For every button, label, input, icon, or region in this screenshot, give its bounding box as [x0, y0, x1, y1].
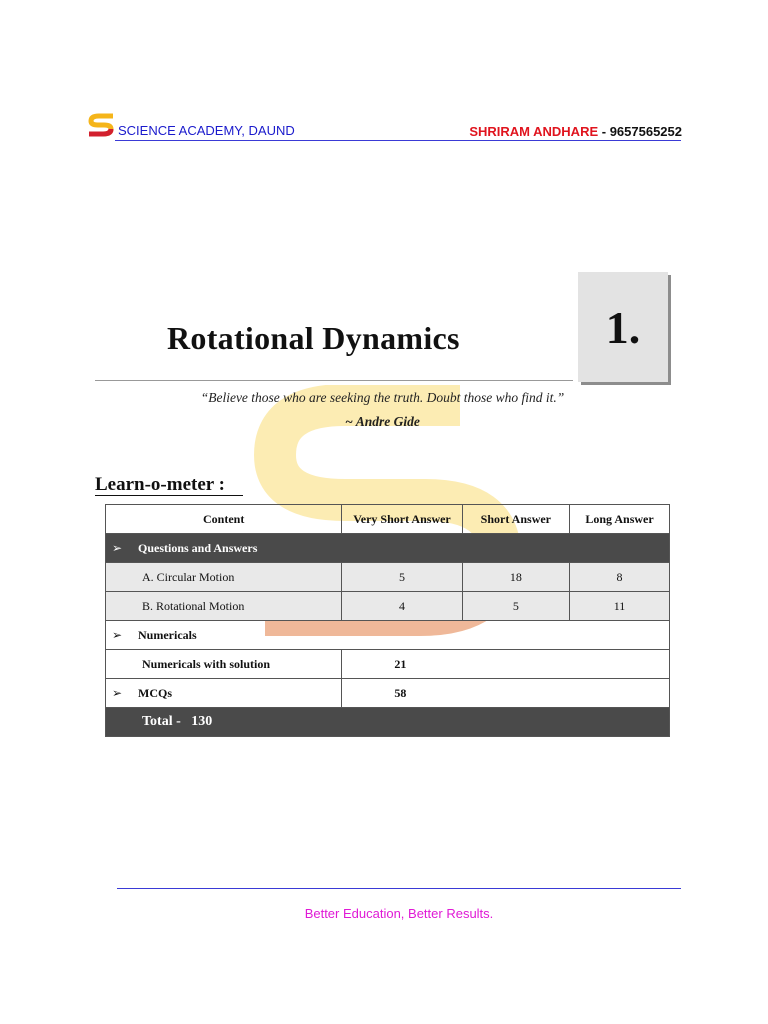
learn-o-meter-underline [95, 495, 243, 496]
title-rule [95, 380, 573, 381]
total-label: Total - 130 [106, 708, 670, 737]
section-row-mcqs [106, 679, 670, 708]
row-label: A. Circular Motion [106, 563, 342, 592]
quote-text: “Believe those who are seeking the truth. Doubt those who find it.” [200, 390, 565, 405]
row-short: 5 [462, 592, 569, 621]
science-academy-logo-icon [86, 110, 116, 140]
contact-separator: - [598, 124, 610, 139]
quote-author: ~ Andre Gide [345, 414, 420, 429]
chapter-title: Rotational Dynamics [167, 320, 460, 356]
table-row [106, 592, 670, 621]
chapter-number: 1. [605, 301, 641, 353]
section-row-numericals [106, 621, 670, 650]
footer-tagline: Better Education, Better Results. [304, 906, 494, 921]
section-label: MCQs [138, 685, 172, 700]
bullet-arrow-icon: ➢ [112, 540, 123, 555]
chapter-number-box [578, 272, 668, 382]
table-row [106, 650, 670, 679]
header-very-short-answer: Very Short Answer [342, 505, 462, 534]
academy-name: SCIENCE ACADEMY, DAUND [118, 123, 295, 138]
footer-rule [117, 888, 681, 889]
header-long-answer: Long Answer [570, 505, 670, 534]
section-cell [106, 679, 342, 708]
row-very-short: 4 [342, 592, 462, 621]
row-value: 21 [342, 650, 670, 679]
section-label: Questions and Answers [138, 540, 258, 555]
contact-info [469, 124, 682, 139]
row-label: B. Rotational Motion [106, 592, 342, 621]
row-very-short: 5 [342, 563, 462, 592]
section-row-questions-answers [106, 534, 670, 563]
total-row [106, 708, 670, 737]
bullet-arrow-icon: ➢ [112, 627, 123, 642]
section-cell [106, 621, 670, 650]
learn-o-meter-table [105, 504, 670, 737]
section-cell [106, 534, 670, 563]
teacher-name: SHRIRAM ANDHARE [469, 124, 599, 139]
row-long: 11 [570, 592, 670, 621]
table-header-row [106, 505, 670, 534]
bullet-arrow-icon: ➢ [112, 685, 123, 700]
table-row [106, 563, 670, 592]
row-value: 58 [342, 679, 670, 708]
header-rule [115, 140, 681, 141]
header-content: Content [106, 505, 342, 534]
row-long: 8 [570, 563, 670, 592]
row-label: Numericals with solution [106, 650, 342, 679]
phone-number: 9657565252 [609, 124, 682, 139]
learn-o-meter-label: Learn-o-meter : [95, 474, 225, 495]
section-label: Numericals [138, 627, 197, 642]
row-short: 18 [462, 563, 569, 592]
header-short-answer: Short Answer [462, 505, 569, 534]
